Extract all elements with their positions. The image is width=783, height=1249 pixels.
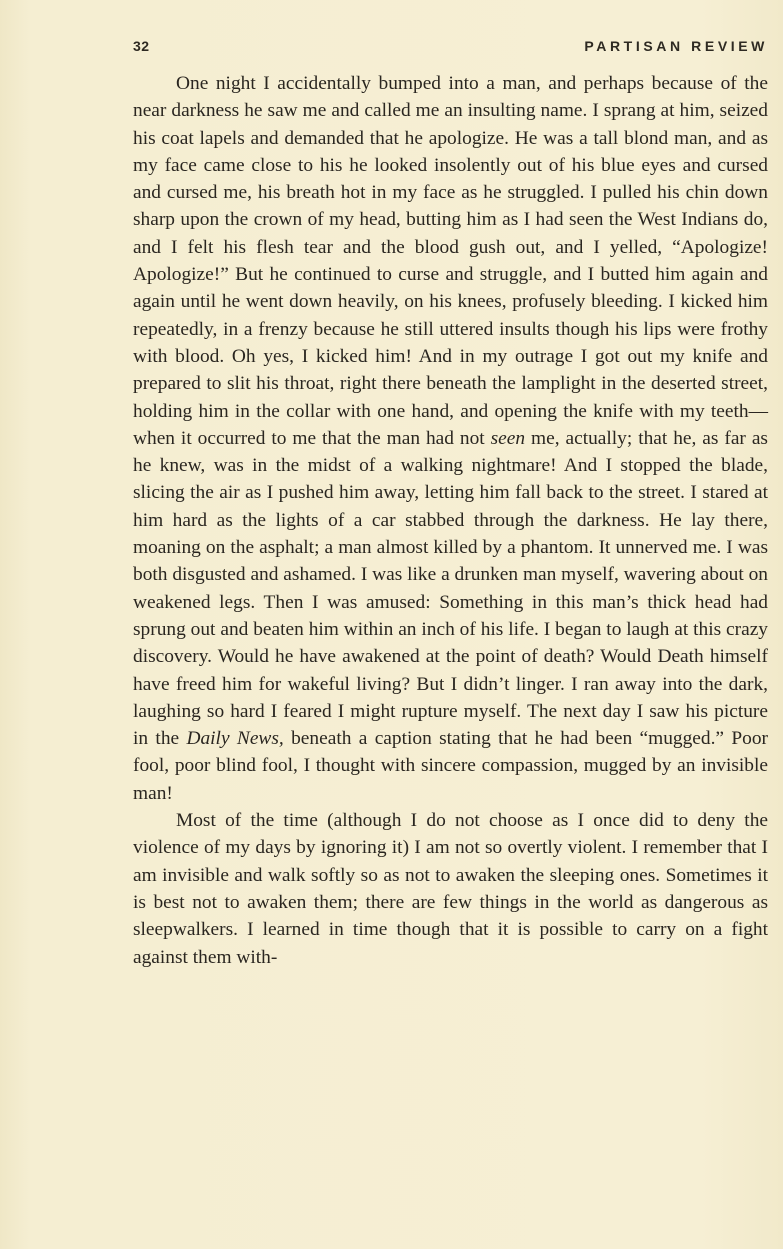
text-run: Most of the time (although I do not choose as I once did to deny the violence of my days by ignoring it) I am not so overtly violent. I remember that I am invisible and walk softly so as not to awaken the sleeping ones. Sometimes it is best not to awaken them; there are few things in the world as dangerous as sleepwalkers. I learned in time though that it is possible to carry on a fight against them with- (133, 810, 768, 968)
text-run: One night I accidentally bumped into a man, and perhaps because of the near darkness he saw me and called me an insulting name. I sprang at him, seized his coat lapels and demanded that he apologize. He was a tall blond man, and as my face came close to his he looked insolently out of his blue eyes and cursed and cursed me, his breath hot in my face as he struggled. I pulled his chin down sharp upon the crown of my head, butting him as I had seen the West Indians do, and I felt his flesh tear and the blood gush out, and I yelled, “Apologize! Apologize!” But he continued to curse and struggle, and I butted him again and again until he went down heavily, on his knees, profusely bleeding. I kicked him repeatedly, in a frenzy because he still uttered insults though his lips were frothy with blood. Oh yes, I kicked him! And in my outrage I got out my knife and prepared to slit his throat, right there beneath the lamplight in the deserted street, holding him in the collar with one hand, and opening the knife with my teeth—when it occurred to me that the man had not (133, 73, 768, 449)
page-header (133, 38, 768, 60)
text-run: beneath a caption stating that he had been “mugged.” Poor fool, poor blind fool, I thought with sincere compassion, mugged by an invisible man! (133, 728, 769, 804)
body-text (133, 70, 768, 971)
italic-text-run: Daily News, (186, 728, 284, 750)
italic-text-run: seen (490, 427, 526, 449)
page-number: 32 (133, 38, 150, 54)
paragraph (133, 70, 768, 807)
running-head: PARTISAN REVIEW (584, 38, 768, 54)
paragraph (133, 807, 768, 971)
text-run: me, actually; that he, as far as he knew, was in the midst of a walking nightmare! And I stopped the blade, slicing the air as I pushed him away, letting him fall back to the street. I stared at him hard as the lights of a car stabbed through the darkness. He lay there, moaning on the asphalt; a man almost killed by a phantom. It unnerved me. I was both disgusted and ashamed. I was like a drunken man myself, wavering about on weakened legs. Then I was amused: Something in this man’s thick head had sprung out and beaten him within an inch of his life. I began to laugh at this crazy discovery. Would he have awakened at the point of death? Would Death himself have freed him for wakeful living? But I didn’t linger. I ran away into the dark, laughing so hard I feared I might rupture myself. The next day I saw his picture in the (133, 427, 768, 750)
